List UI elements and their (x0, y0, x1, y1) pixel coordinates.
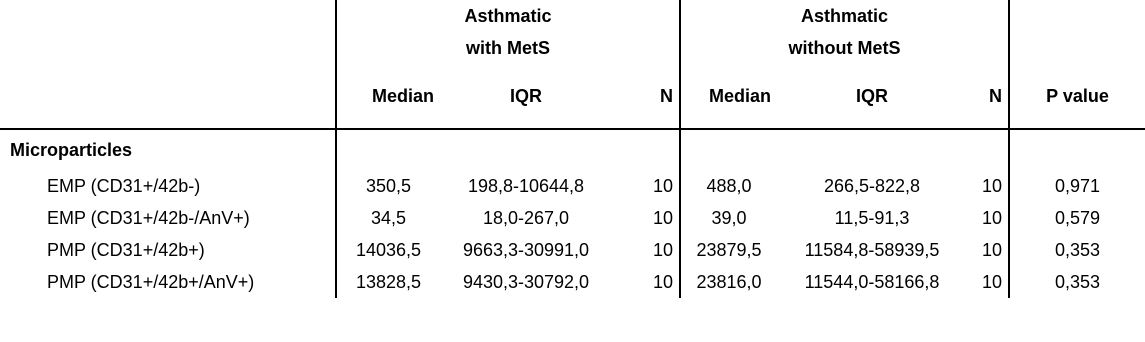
median-with-mets: 34,5 (336, 202, 440, 234)
n-without-mets: 10 (982, 271, 1003, 292)
col-header-n-2: N (967, 64, 1009, 129)
header-empty-cell (0, 32, 336, 64)
section-title: Microparticles (10, 139, 133, 160)
col-header-median-2: Median (680, 64, 777, 129)
n-without-mets: 10 (982, 239, 1003, 260)
median-with-mets: 13828,5 (336, 266, 440, 298)
median-with-mets: 350,5 (336, 170, 440, 202)
p-value: 0,353 (1009, 266, 1145, 298)
p-value: 0,971 (1009, 170, 1145, 202)
group-with-mets-line1: Asthmatic (336, 0, 680, 32)
median-without-mets: 23816,0 (680, 266, 777, 298)
group-with-mets-line2: with MetS (336, 32, 680, 64)
header-empty-cell (0, 0, 336, 32)
row-label: PMP (CD31+/42b+) (47, 239, 205, 260)
iqr-without-mets: 266,5-822,8 (823, 175, 921, 196)
iqr-with-mets: 9430,3-30792,0 (462, 271, 590, 292)
table-row (0, 170, 1145, 202)
p-value: 0,353 (1009, 234, 1145, 266)
group-without-mets-line2: without MetS (680, 32, 1009, 64)
section-cell (440, 129, 612, 170)
iqr-without-mets: 11584,8-58939,5 (804, 239, 940, 260)
row-label: EMP (CD31+/42b-) (47, 175, 201, 196)
col-header-median-1: Median (336, 64, 440, 129)
col-header-p-value: P value (1009, 64, 1145, 129)
n-with-mets: 10 (652, 175, 674, 196)
header-p-spacer (1009, 0, 1145, 32)
section-cell (777, 129, 967, 170)
median-without-mets: 39,0 (680, 202, 777, 234)
section-cell (612, 129, 680, 170)
n-without-mets: 10 (982, 175, 1003, 196)
col-header-iqr-2: IQR (777, 64, 967, 129)
table-row (0, 266, 1145, 298)
table-row (0, 234, 1145, 266)
row-label: PMP (CD31+/42b+/AnV+) (47, 271, 255, 292)
section-cell (967, 129, 1009, 170)
n-with-mets: 10 (652, 239, 674, 260)
p-value: 0,579 (1009, 202, 1145, 234)
row-label: EMP (CD31+/42b-/AnV+) (47, 207, 250, 228)
iqr-with-mets: 9663,3-30991,0 (462, 239, 590, 260)
col-header-iqr-1: IQR (440, 64, 612, 129)
header-label-cell (0, 64, 336, 129)
n-with-mets: 10 (652, 271, 674, 292)
section-cell (336, 129, 440, 170)
iqr-without-mets: 11,5-91,3 (834, 207, 910, 228)
iqr-without-mets: 11544,0-58166,8 (804, 271, 940, 292)
n-with-mets: 10 (652, 207, 674, 228)
iqr-with-mets: 18,0-267,0 (482, 207, 570, 228)
section-cell (680, 129, 777, 170)
iqr-with-mets: 198,8-10644,8 (467, 175, 585, 196)
n-without-mets: 10 (982, 207, 1003, 228)
group-without-mets-line1: Asthmatic (680, 0, 1009, 32)
col-header-n-1: N (612, 64, 680, 129)
header-p-spacer (1009, 32, 1145, 64)
median-without-mets: 23879,5 (680, 234, 777, 266)
table-row (0, 202, 1145, 234)
median-without-mets: 488,0 (680, 170, 777, 202)
median-with-mets: 14036,5 (336, 234, 440, 266)
section-cell (1009, 129, 1145, 170)
